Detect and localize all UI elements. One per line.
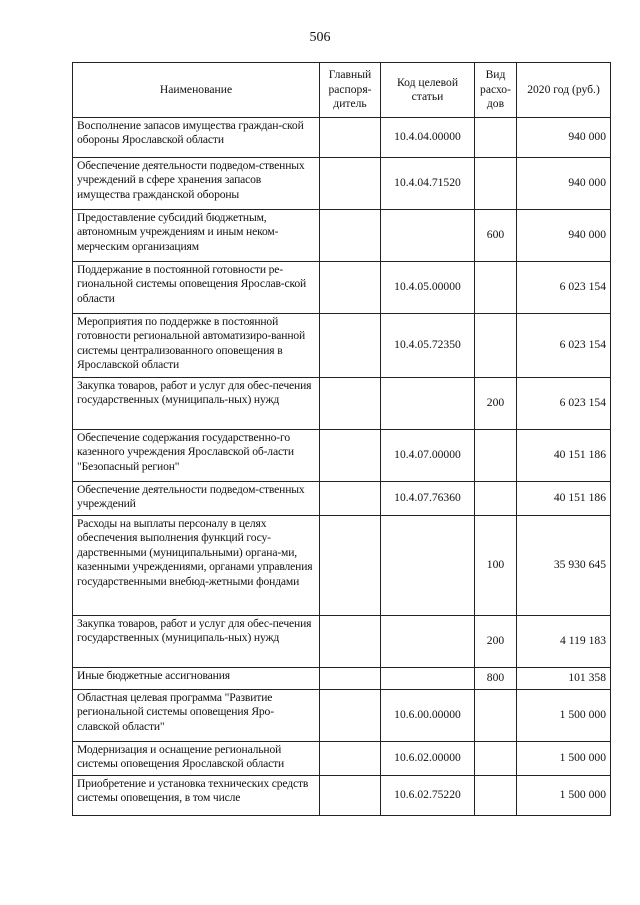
row-code-cell (381, 616, 475, 668)
row-admin-cell (320, 690, 381, 742)
row-code-cell: 10.6.00.00000 (381, 690, 475, 742)
table-row (73, 262, 611, 314)
header-code: Код целевой статьи (381, 63, 475, 118)
header-admin: Главный распоря-дитель (320, 63, 381, 118)
row-admin-cell (320, 668, 381, 690)
row-amount-cell: 40 151 186 (517, 482, 611, 516)
table-row (73, 482, 611, 516)
table-row (73, 690, 611, 742)
row-kind-cell (475, 314, 517, 378)
table-row (73, 668, 611, 690)
table-row (73, 314, 611, 378)
row-name-cell: Приобретение и установка технических средств системы оповещения, в том числе (73, 776, 320, 816)
row-kind-cell (475, 430, 517, 482)
row-amount-cell: 940 000 (517, 158, 611, 210)
row-admin-cell (320, 262, 381, 314)
row-admin-cell (320, 314, 381, 378)
row-admin-cell (320, 430, 381, 482)
row-admin-cell (320, 210, 381, 262)
row-code-cell: 10.6.02.00000 (381, 742, 475, 776)
row-amount-cell: 35 930 645 (517, 516, 611, 616)
row-code-cell: 10.4.04.00000 (381, 118, 475, 158)
header-kind: Вид расхо-дов (475, 63, 517, 118)
row-kind-cell (475, 482, 517, 516)
row-code-cell (381, 516, 475, 616)
row-kind-cell (475, 262, 517, 314)
row-kind-cell: 200 (475, 378, 517, 430)
row-amount-cell: 1 500 000 (517, 776, 611, 816)
table-row (73, 118, 611, 158)
row-kind-cell: 600 (475, 210, 517, 262)
row-name-cell: Закупка товаров, работ и услуг для обес-печения государственных (муниципаль-ных) нужд (73, 616, 320, 668)
row-admin-cell (320, 118, 381, 158)
row-kind-cell (475, 158, 517, 210)
row-name-cell: Восполнение запасов имущества граждан-ской обороны Ярославской области (73, 118, 320, 158)
table-row (73, 516, 611, 616)
row-amount-cell: 940 000 (517, 210, 611, 262)
page-number: 506 (309, 30, 331, 45)
row-code-cell (381, 668, 475, 690)
row-admin-cell (320, 482, 381, 516)
table-row (73, 616, 611, 668)
row-admin-cell (320, 616, 381, 668)
row-name-cell: Поддержание в постоянной готовности ре-гиональной системы оповещения Ярослав-ской области (73, 262, 320, 314)
row-admin-cell (320, 516, 381, 616)
budget-table (72, 62, 611, 816)
row-amount-cell: 6 023 154 (517, 262, 611, 314)
row-name-cell: Обеспечение деятельности подведом-ственных учреждений (73, 482, 320, 516)
row-kind-cell (475, 776, 517, 816)
header-amount: 2020 год (руб.) (517, 63, 611, 118)
table-body (73, 118, 611, 816)
row-amount-cell: 1 500 000 (517, 690, 611, 742)
row-code-cell: 10.4.07.76360 (381, 482, 475, 516)
row-name-cell: Обеспечение деятельности подведом-ственных учреждений в сфере хранения запасов имущества гражданской обороны (73, 158, 320, 210)
row-kind-cell (475, 118, 517, 158)
row-code-cell: 10.4.05.00000 (381, 262, 475, 314)
row-amount-cell: 940 000 (517, 118, 611, 158)
row-code-cell (381, 378, 475, 430)
row-amount-cell: 6 023 154 (517, 378, 611, 430)
row-name-cell: Модернизация и оснащение региональной системы оповещения Ярославской области (73, 742, 320, 776)
row-code-cell: 10.6.02.75220 (381, 776, 475, 816)
header-name: Наименование (73, 63, 320, 118)
row-code-cell: 10.4.05.72350 (381, 314, 475, 378)
row-kind-cell: 100 (475, 516, 517, 616)
row-amount-cell: 6 023 154 (517, 314, 611, 378)
table-row (73, 776, 611, 816)
row-name-cell: Иные бюджетные ассигнования (73, 668, 320, 690)
row-name-cell: Расходы на выплаты персоналу в целях обеспечения выполнения функций госу-дарственными (муниципальными) органа-ми, казенными учреждениями, органами управления государственными внебюд-жетными фондами (73, 516, 320, 616)
row-admin-cell (320, 378, 381, 430)
row-name-cell: Мероприятия по поддержке в постоянной готовности региональной автоматизиро-ванной системы централизованного оповещения в Ярославской области (73, 314, 320, 378)
row-kind-cell (475, 742, 517, 776)
row-amount-cell: 1 500 000 (517, 742, 611, 776)
table-row (73, 378, 611, 430)
row-code-cell: 10.4.07.00000 (381, 430, 475, 482)
row-code-cell: 10.4.04.71520 (381, 158, 475, 210)
row-name-cell: Областная целевая программа "Развитие региональной системы оповещения Яро-славской области" (73, 690, 320, 742)
row-name-cell: Обеспечение содержания государственно-го казенного учреждения Ярославской об-ласти "Безопасный регион" (73, 430, 320, 482)
row-name-cell: Закупка товаров, работ и услуг для обес-печения государственных (муниципаль-ных) нужд (73, 378, 320, 430)
row-code-cell (381, 210, 475, 262)
row-name-cell: Предоставление субсидий бюджетным, автономным учреждениям и иным неком-мерческим организациям (73, 210, 320, 262)
table-row (73, 210, 611, 262)
table-row (73, 158, 611, 210)
row-kind-cell: 200 (475, 616, 517, 668)
row-kind-cell: 800 (475, 668, 517, 690)
row-amount-cell: 4 119 183 (517, 616, 611, 668)
table-header-row (73, 63, 611, 118)
row-admin-cell (320, 742, 381, 776)
row-amount-cell: 101 358 (517, 668, 611, 690)
row-admin-cell (320, 776, 381, 816)
row-kind-cell (475, 690, 517, 742)
table-row (73, 742, 611, 776)
table-row (73, 430, 611, 482)
row-amount-cell: 40 151 186 (517, 430, 611, 482)
row-admin-cell (320, 158, 381, 210)
